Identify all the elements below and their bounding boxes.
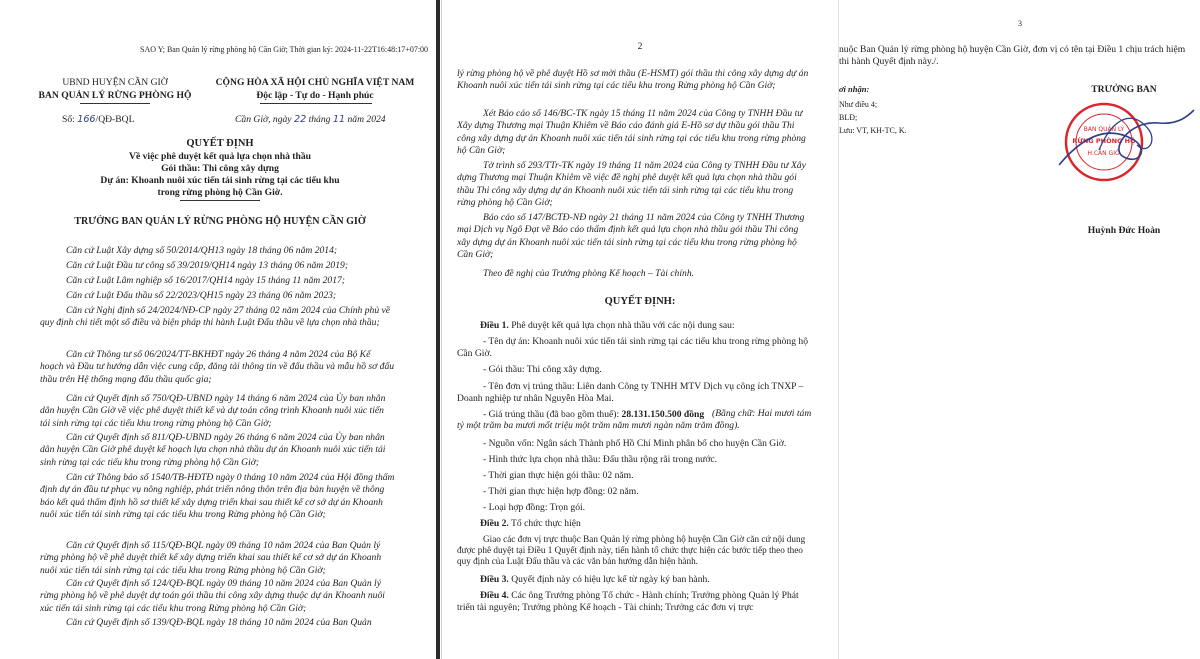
seal-text-top: BAN QUẢN LÝ <box>1083 126 1125 133</box>
document-page-2 <box>441 0 838 659</box>
article-4: Điều 4. Các ông Trưởng phòng Tổ chức - Hành chính; Trưởng phòng Quản lý Phát triển tài nguyên; Trưởng phòng Kế hoạch - Tài chính; Trưởng các đơn vị trực <box>457 590 799 614</box>
basis-paragraph-8: Căn cứ Quyết định số 139/QĐ-BQL ngày 18 tháng 10 năm 2024 của Ban Quản <box>66 617 372 628</box>
seal-text-mid: RỪNG PHÒNG HỘ <box>1072 137 1136 145</box>
basis-paragraph-1: Căn cứ Nghị định số 24/2024/NĐ-CP ngày 27 tháng 02 năm 2024 của Chính phủ về quy định chi tiết một số điều và biện pháp thi hành Luật Đấu thầu về lựa chọn nhà thầu; <box>40 305 391 329</box>
motto-underline <box>260 103 372 104</box>
page-number-3: 3 <box>1018 19 1022 28</box>
subject-line-1: Về việc phê duyệt kết quả lựa chọn nhà thầu <box>129 151 311 162</box>
page-number-2: 2 <box>637 41 643 52</box>
recipient-1: Như điều 4; <box>839 100 878 109</box>
basis-paragraph-7: Căn cứ Quyết định số 124/QĐ-BQL ngày 09 tháng 10 năm 2024 của Ban Quản lý rừng phòng hộ về phê duyệt dự toán gói thầu thi công xây dựng thuộc dự án Khoanh nuôi xúc tiến tái sinh rừng tại các tiểu khu trong Rừng phòng hộ Cần Giờ; <box>40 578 385 614</box>
basis-paragraph-4: Căn cứ Quyết định số 811/QĐ-UBND ngày 26 tháng 6 năm 2024 của Ủy ban nhân dân huyện Cần Giờ phê duyệt kế hoạch lựa chọn nhà thầu dự án Khoanh nuôi xúc tiến tái sinh rừng tại các tiểu khu trong rừng phòng hộ Cần Giờ; <box>40 432 386 468</box>
p2-paragraph-2: Xét Báo cáo số 146/BC-TK ngày 15 tháng 11 năm 2024 của Công ty TNHH Đầu tư Xây dựng Thương mại Thuận Khiêm về Báo cáo đánh giá E-Hồ sơ dự thầu gói thầu Thi công xây dựng dự án Khoanh nuôi xúc tiến tái sinh rừng tại các tiểu khu trong rừng phòng hộ Cần Giờ; <box>457 108 806 157</box>
month-handwritten: 11 <box>332 114 346 125</box>
nation-name: CỘNG HÒA XÃ HỘI CHỦ NGHĨA VIỆT NAM <box>215 77 415 88</box>
recipients-label: ơi nhận: <box>839 84 870 94</box>
copy-stamp: SAO Y; Ban Quản lý rừng phòng hộ Cần Giờ; Thời gian ký: 2024-11-22T16:48:17+07:00 <box>140 45 429 54</box>
nation-motto: Độc lập - Tự do - Hạnh phúc <box>256 90 374 101</box>
a1-package: - Gói thầu: Thi công xây dựng. <box>483 364 602 375</box>
p2-proposal: Theo đề nghị của Trưởng phòng Kế hoạch – Tài chính. <box>483 268 695 279</box>
basis-paragraph-6: Căn cứ Quyết định số 115/QĐ-BQL ngày 09 tháng 10 năm 2024 của Ban Quản lý rừng phòng hộ về phê duyệt thiết kế xây dựng triển khai sau thiết kế cơ sở dự án Khoanh nuôi xúc tiến tái sinh rừng tại các tiểu khu trong Rừng phòng hộ Cần Giờ; <box>40 540 382 576</box>
agency-line-1: UBND HUYỆN CẦN GIỜ <box>62 77 168 88</box>
basis-4: Căn cứ Luật Đấu thầu số 22/2023/QH15 ngày 23 tháng 06 năm 2023; <box>66 290 337 301</box>
a1-item-5: - Loại hợp đồng: Trọn gói. <box>483 502 586 513</box>
basis-1: Căn cứ Luật Xây dựng số 50/2014/QH13 ngày 18 tháng 06 năm 2014; <box>66 245 338 256</box>
a1-price-words: (Bằng chữ: Hai mươi tám tỷ một trăm ba mươi mốt triệu một trăm năm mươi ngàn năm trăm đồng). <box>457 408 812 432</box>
p2-paragraph-4: Báo cáo số 147/BCTĐ-NĐ ngày 21 tháng 11 năm 2024 của Công ty TNHH Thương mại Dịch vụ Ngô Đạt về Báo cáo thẩm định kết quả lựa chọn nhà thầu gói thầu Thi công xây dựng dự án Khoanh nuôi xúc tiến tái sinh rừng tại các tiểu khu trong rừng phòng hộ Cần Giờ; <box>457 212 805 261</box>
basis-2: Căn cứ Luật Đầu tư công số 39/2019/QH14 ngày 13 tháng 06 năm 2019; <box>66 260 349 271</box>
subject-line-2: Gói thầu: Thi công xây dựng <box>161 163 279 174</box>
recipient-2: BLĐ; <box>839 113 858 122</box>
a1-winner: - Tên đơn vị trúng thầu: Liên danh Công ty TNHH MTV Dịch vụ công ích TNXP – Doanh nghiệp tư nhân Nguyễn Hòa Mai. <box>457 381 804 405</box>
recipient-3: Lưu: VT, KH-TC, K. <box>839 126 907 135</box>
article-2: Điều 2. Tổ chức thực hiện <box>480 518 581 529</box>
a1-item-4: - Thời gian thực hiện hợp đồng: 02 năm. <box>483 486 639 497</box>
p2-paragraph-3: Tờ trình số 293/TTr-TK ngày 19 tháng 11 năm 2024 của Công ty TNHH Đầu tư Xây dựng Thương mại Thuận Khiêm về việc đề nghị phê duyệt kết quả lựa chọn nhà thầu gói thầu Thi công xây dựng dự án Khoanh nuôi xúc tiến tái sinh rừng tại các tiểu khu trong rừng phòng hộ Cần Giờ; <box>457 160 806 209</box>
document-date: Cần Giờ, ngày 22 tháng 11 năm 2024 <box>235 114 386 125</box>
p2-paragraph-1: lý rừng phòng hộ về phê duyệt Hồ sơ mời thầu (E-HSMT) gói thầu thi công xây dựng dự án Khoanh nuôi xúc tiến tái sinh rừng tại các tiểu khu trong Rừng phòng hộ Cần Giờ; <box>457 68 809 92</box>
article-1: Điều 1. Phê duyệt kết quả lựa chọn nhà thầu với các nội dung sau: <box>480 320 735 331</box>
p3-continuation: nuộc Ban Quản lý rừng phòng hộ huyện Cần Giờ, đơn vị có tên tại Điều 1 chịu trách hiệm thi hành Quyết định này./. <box>839 44 1186 68</box>
article-3: Điều 3. Quyết định này có hiệu lực kể từ ngày ký ban hành. <box>480 574 710 585</box>
seal-text-bot: H.CẦN GIỜ <box>1087 150 1121 157</box>
official-seal <box>1066 104 1142 180</box>
a1-item-1: - Nguồn vốn: Ngân sách Thành phố Hồ Chí Minh phân bổ cho huyện Cần Giờ. <box>483 438 787 449</box>
a1-item-2: - Hình thức lựa chọn nhà thầu: Đấu thầu rộng rãi trong nước. <box>483 454 718 465</box>
agency-underline <box>80 103 150 104</box>
doc-type: QUYẾT ĐỊNH <box>186 138 254 149</box>
scan-edge-shadow <box>436 0 440 659</box>
basis-paragraph-3: Căn cứ Quyết định số 750/QĐ-UBND ngày 14 tháng 6 năm 2024 của Ủy ban nhân dân huyện Cần Giờ về việc phê duyệt thiết kế và dự toán công trình Khoanh nuôi xúc tiến tái sinh rừng tại các tiểu khu trong rừng phòng hộ Cần Giờ; <box>40 393 386 429</box>
basis-paragraph-2: Căn cứ Thông tư số 06/2024/TT-BKHĐT ngày 26 tháng 4 năm 2024 của Bộ Kế hoạch và Đầu tư hướng dẫn việc cung cấp, đăng tải thông tin về đấu thầu và mẫu hồ sơ đấu thầu trên Hệ thống mạng đấu thầu quốc gia; <box>40 349 395 385</box>
subject-line-4: trong rừng phòng hộ Cần Giờ. <box>157 187 283 198</box>
a1-item-3: - Thời gian thực hiện gói thầu: 02 năm. <box>483 470 634 481</box>
a1-price: - Giá trúng thầu (đã bao gồm thuế): 28.131.150.500 đồng <box>483 409 705 420</box>
basis-3: Căn cứ Luật Lâm nghiệp số 16/2017/QH14 ngày 15 tháng 11 năm 2017; <box>66 275 346 286</box>
seal-signature-area <box>1039 95 1199 205</box>
document-number: Số: 166/QĐ-BQL <box>62 114 135 125</box>
article-2-text: Giao các đơn vị trực thuộc Ban Quản lý rừng phòng hộ huyện Cần Giờ căn cứ nội dung được phê duyệt tại Điều 1 Quyết định này, tiến hành tổ chức thực hiện các bước tiếp theo theo quy định của Luật Đấu thầu và các văn bản hướng dẫn hiện hành. <box>457 534 806 566</box>
document-page-3 <box>838 0 1200 659</box>
issuing-authority: TRƯỞNG BAN QUẢN LÝ RỪNG PHÒNG HỘ HUYỆN CẦN GIỜ <box>74 216 366 227</box>
agency-line-2: BAN QUẢN LÝ RỪNG PHÒNG HỘ <box>38 90 192 101</box>
decision-heading: QUYẾT ĐỊNH: <box>604 296 676 307</box>
signer-name: Huỳnh Đức Hoàn <box>1087 225 1161 236</box>
signer-title: TRƯỞNG BAN <box>1091 84 1157 95</box>
subject-underline <box>180 200 260 201</box>
a1-project: - Tên dự án: Khoanh nuôi xúc tiến tái sinh rừng tại các tiểu khu trong rừng phòng hộ Cần Giờ. <box>457 336 809 360</box>
day-handwritten: 22 <box>293 114 307 125</box>
basis-paragraph-5: Căn cứ Thông báo số 1540/TB-HĐTĐ ngày 0 tháng 10 năm 2024 của Hội đồng thẩm định dự án đầu tư phục vụ nông nghiệp, phát triển nông thôn trên địa bàn huyện về thông báo kết quả thẩm định hồ sơ thiết kế xây dựng triển khai sau thiết kế cơ sở dự án Khoanh nuôi xúc tiến tái sinh rừng tại các tiểu khu trong Rừng phòng hộ Cần Giờ; <box>40 472 395 521</box>
subject-line-3: Dự án: Khoanh nuôi xúc tiến tái sinh rừng tại các tiểu khu <box>100 175 340 186</box>
document-page-1 <box>0 0 440 659</box>
number-handwritten: 166 <box>77 114 96 125</box>
